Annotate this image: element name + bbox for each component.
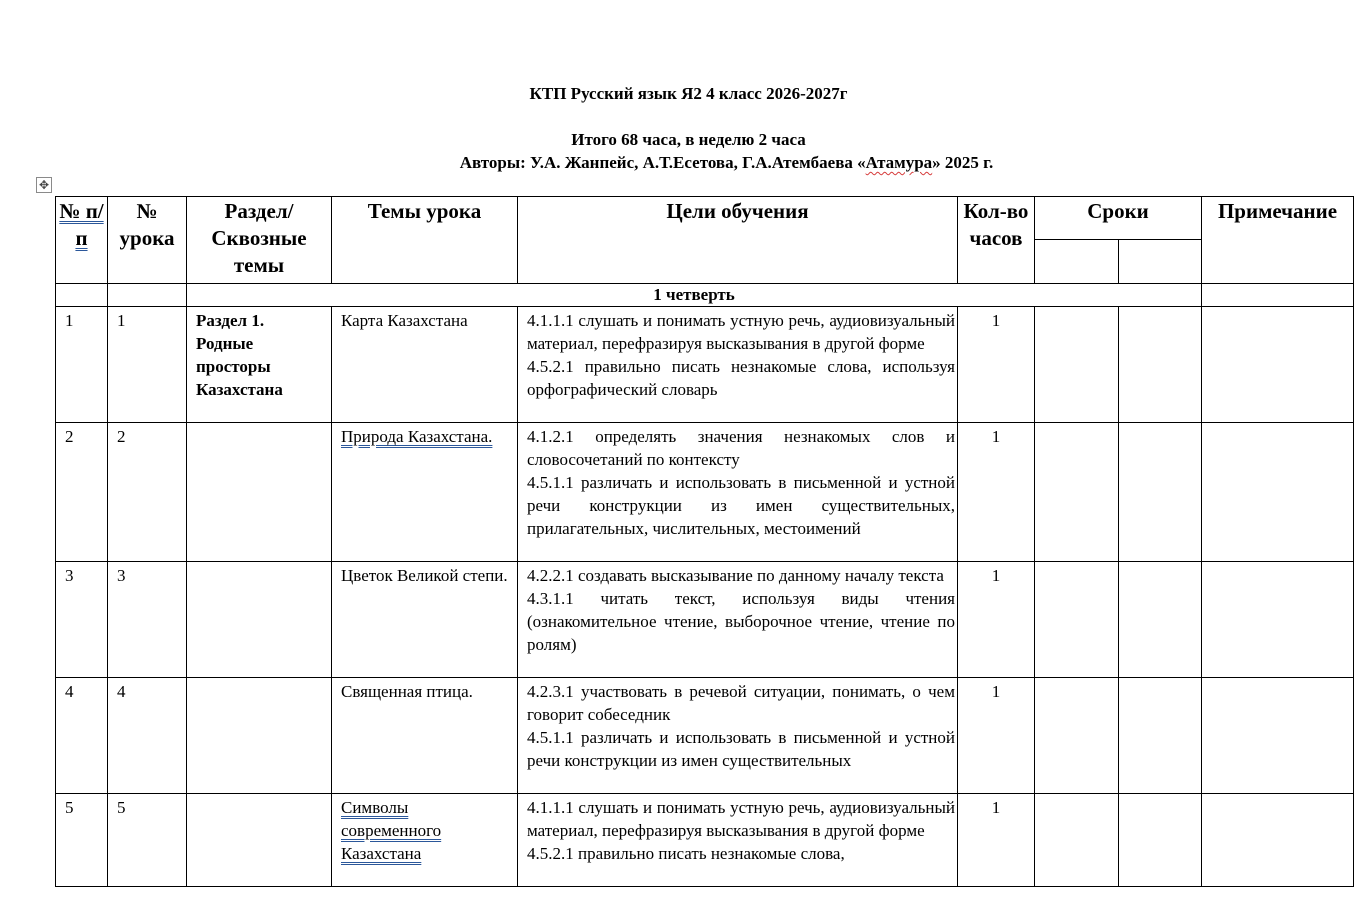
row-lesson-num: 5 — [108, 794, 187, 887]
row-notes — [1202, 794, 1354, 887]
topic-text: Символы современного Казахстана — [341, 798, 442, 863]
row-topic — [332, 794, 518, 887]
date-subcol-1 — [1035, 240, 1119, 284]
header-lesson-num: № урока — [108, 197, 187, 284]
document-title: КТП Русский язык Я2 4 класс 2026-2027г — [529, 84, 848, 103]
row-hours: 1 — [958, 678, 1035, 794]
row-topic — [332, 678, 518, 794]
row-topic — [332, 562, 518, 678]
header-section: Раздел/ Сквозные темы — [187, 197, 332, 284]
row-date-2 — [1119, 562, 1202, 678]
goal-item: 4.5.2.1 правильно писать незнакомые слова, — [527, 844, 845, 863]
row-section — [187, 423, 332, 562]
quarter-row — [56, 284, 1354, 307]
header-dates: Сроки — [1035, 197, 1202, 240]
row-goals — [518, 562, 958, 678]
row-goals — [518, 423, 958, 562]
row-date-1 — [1035, 307, 1119, 423]
row-section — [187, 562, 332, 678]
goal-item: 4.5.1.1 различать и использовать в письменной и устной речи конструкции из имен существительных — [527, 728, 955, 770]
table-row — [56, 562, 1354, 678]
row-lesson-num: 1 — [108, 307, 187, 423]
row-goals — [518, 794, 958, 887]
table-row — [56, 678, 1354, 794]
row-date-1 — [1035, 678, 1119, 794]
row-section: Раздел 1. Родные просторы Казахстана — [187, 307, 332, 423]
goal-item: 4.1.2.1 определять значения незнакомых слов и словосочетаний по контексту — [527, 427, 955, 469]
header-goals: Цели обучения — [518, 197, 958, 284]
goal-item: 4.5.2.1 правильно писать незнакомые слова, используя орфографический словарь — [527, 357, 955, 399]
row-topic — [332, 423, 518, 562]
publisher-name: Атамура — [865, 153, 933, 172]
row-lesson-num: 2 — [108, 423, 187, 562]
header-notes: Примечание — [1202, 197, 1354, 284]
table-row — [56, 307, 1354, 423]
row-goals — [518, 678, 958, 794]
goal-item: 4.5.1.1 различать и использовать в письменной и устной речи конструкции из имен существительных, прилагательных, числительных, местоимений — [527, 473, 955, 538]
header-hours: Кол-во часов — [958, 197, 1035, 284]
table-header-row — [56, 197, 1354, 240]
table-row — [56, 423, 1354, 562]
quarter-label: 1 четверть — [187, 284, 1202, 307]
table-row — [56, 794, 1354, 887]
row-lesson-num: 3 — [108, 562, 187, 678]
header-num: № п/п — [56, 197, 108, 284]
table-move-handle-icon[interactable]: ✥ — [36, 177, 52, 193]
row-date-2 — [1119, 794, 1202, 887]
goal-item: 4.2.2.1 создавать высказывание по данному началу текста — [527, 566, 944, 585]
row-hours: 1 — [958, 307, 1035, 423]
row-notes — [1202, 678, 1354, 794]
row-date-1 — [1035, 423, 1119, 562]
row-section — [187, 794, 332, 887]
row-hours: 1 — [958, 423, 1035, 562]
row-date-2 — [1119, 423, 1202, 562]
row-hours: 1 — [958, 794, 1035, 887]
topic-text: Природа Казахстана. — [341, 427, 493, 446]
authors-line — [42, 153, 1369, 173]
topic-text: Карта Казахстана — [341, 311, 468, 330]
header-topic: Темы урока — [332, 197, 518, 284]
lesson-plan-table — [55, 196, 1354, 887]
row-lesson-num: 4 — [108, 678, 187, 794]
row-hours: 1 — [958, 562, 1035, 678]
authors-suffix: » 2025 г. — [932, 153, 994, 172]
row-num: 2 — [56, 423, 108, 562]
goal-item: 4.1.1.1 слушать и понимать устную речь, аудиовизуальный материал, перефразируя высказывания в другой форме — [527, 311, 955, 353]
row-num: 5 — [56, 794, 108, 887]
row-topic — [332, 307, 518, 423]
row-notes — [1202, 562, 1354, 678]
row-date-2 — [1119, 307, 1202, 423]
row-date-2 — [1119, 678, 1202, 794]
row-notes — [1202, 307, 1354, 423]
row-section — [187, 678, 332, 794]
topic-text: Цветок Великой степи. — [341, 566, 508, 585]
authors-text: Авторы: У.А. Жанпейс, А.Т.Есетова, Г.А.Атембаева « — [459, 153, 866, 172]
row-num: 4 — [56, 678, 108, 794]
hours-total: Итого 68 часа, в неделю 2 часа — [571, 130, 806, 149]
row-date-1 — [1035, 562, 1119, 678]
goal-item: 4.3.1.1 читать текст, используя виды чтения (ознакомительное чтение, выборочное чтение, чтение по ролям) — [527, 589, 955, 654]
row-num: 3 — [56, 562, 108, 678]
topic-text: Священная птица. — [341, 682, 473, 701]
row-date-1 — [1035, 794, 1119, 887]
date-subcol-2 — [1119, 240, 1202, 284]
goal-item: 4.1.1.1 слушать и понимать устную речь, аудиовизуальный материал, перефразируя высказывания в другой форме — [527, 798, 955, 840]
goal-item: 4.2.3.1 участвовать в речевой ситуации, понимать, о чем говорит собеседник — [527, 682, 955, 724]
row-num: 1 — [56, 307, 108, 423]
row-goals — [518, 307, 958, 423]
row-notes — [1202, 423, 1354, 562]
